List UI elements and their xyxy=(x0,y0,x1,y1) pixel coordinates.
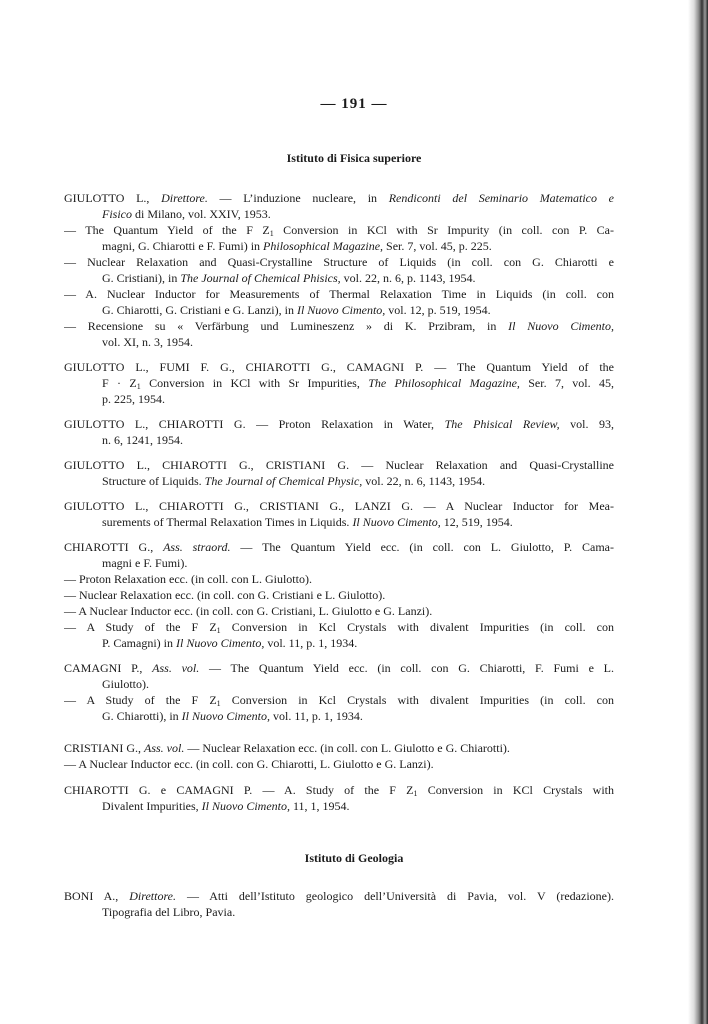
entry-continuation-line xyxy=(102,474,485,488)
text-run: — A Study of the F Z xyxy=(64,620,217,634)
entry-line xyxy=(64,458,614,472)
entry-line xyxy=(64,287,614,301)
entry-line xyxy=(64,588,385,602)
text-run: vol. 12, p. 519, 1954. xyxy=(385,303,491,317)
entry-continuation-line xyxy=(102,636,357,650)
text-run: CHIAROTTI G. e CAMAGNI P. — A. Study of the F Z xyxy=(64,783,414,797)
text-run: vol. 11, p. 1, 1934. xyxy=(264,636,358,650)
text-run: di Milano, vol. XXIV, 1953. xyxy=(132,207,271,221)
text-run: — The Quantum Yield ecc. (in coll. con G. Chiarotti, F. Fumi e L. xyxy=(199,661,614,675)
text-run: GIULOTTO L., CHIAROTTI G., CRISTIANI G. — Nuclear Relaxation and Quasi-Crystalline xyxy=(64,458,614,472)
text-run: vol. XI, n. 3, 1954. xyxy=(102,335,193,349)
text-run: 11, 1, 1954. xyxy=(289,799,350,813)
italic-title: Ass. straord. xyxy=(163,540,231,554)
entry-line xyxy=(64,783,614,797)
entry-line xyxy=(64,889,614,903)
subscript: 1 xyxy=(413,789,418,797)
scan-page-edge xyxy=(688,0,708,1024)
text-run: magni e F. Fumi). xyxy=(102,556,188,570)
subscript: 1 xyxy=(216,699,221,707)
text-run: CAMAGNI P., xyxy=(64,661,153,675)
text-run: Conversion in KCl with Sr Impurities, xyxy=(140,376,369,390)
entry-line xyxy=(64,540,614,554)
text-run: — A. Nuclear Inductor for Measurements of Thermal Relaxation Time in Liquids (in coll. con xyxy=(64,287,614,301)
text-run: CRISTIANI G., xyxy=(64,741,144,755)
italic-title: Ass. vol. xyxy=(144,741,185,755)
text-run: Divalent Impurities, xyxy=(102,799,202,813)
entry-line xyxy=(64,572,312,586)
subscript: 1 xyxy=(216,626,221,634)
entry-continuation-line xyxy=(102,376,614,390)
entry-line xyxy=(64,620,614,634)
entry-continuation-line xyxy=(102,239,492,253)
entry-continuation-line xyxy=(102,677,149,691)
text-run: p. 225, 1954. xyxy=(102,392,165,406)
text-run: CHIAROTTI G., xyxy=(64,540,164,554)
text-run: — A Nuclear Inductor ecc. (in coll. con G. Chiarotti, L. Giulotto e G. Lanzi). xyxy=(64,757,434,771)
entry-line xyxy=(64,661,614,675)
entry-line xyxy=(64,757,434,771)
entry-line xyxy=(64,499,614,513)
text-run: Ser. 7, vol. 45, xyxy=(519,376,614,390)
text-run: — The Quantum Yield ecc. (in coll. con L. Giulotto, P. Cama- xyxy=(230,540,614,554)
text-run: Ser. 7, vol. 45, p. 225. xyxy=(383,239,492,253)
text-run: — Nuclear Relaxation ecc. (in coll. con L. Giulotto e G. Chiarotti). xyxy=(184,741,510,755)
entry-line xyxy=(64,604,432,618)
text-run: Conversion in Kcl Crystals with divalent Impurities (in coll. con xyxy=(220,620,614,634)
text-run: magni, G. Chiarotti e F. Fumi) in xyxy=(102,239,264,253)
entry-continuation-line xyxy=(102,433,183,447)
italic-title: Ass. vol. xyxy=(152,661,200,675)
italic-title: The Phisical Review, xyxy=(444,417,560,431)
text-run: n. 6, 1241, 1954. xyxy=(102,433,183,447)
entry-line xyxy=(64,255,614,269)
italic-title: Il Nuovo Cimento, xyxy=(201,799,290,813)
italic-title: Il Nuovo Cimento, xyxy=(176,636,265,650)
italic-title: Il Nuovo Cimento, xyxy=(352,515,441,529)
entry-continuation-line xyxy=(102,392,165,406)
text-run: — Proton Relaxation ecc. (in coll. con L. Giulotto). xyxy=(64,572,312,586)
text-run: GIULOTTO L., CHIAROTTI G., CRISTIANI G., LANZI G. — A Nuclear Inductor for Mea- xyxy=(64,499,614,513)
text-run: Giulotto). xyxy=(102,677,149,691)
text-run: Structure of Liquids. xyxy=(102,474,205,488)
text-run: F · Z xyxy=(102,376,137,390)
italic-title: Philosophical Magazine, xyxy=(263,239,384,253)
text-run: vol. 22, n. 6, 1143, 1954. xyxy=(362,474,486,488)
entry-continuation-line xyxy=(102,905,235,919)
text-run: Conversion in KCl with Sr Impurity (in coll. con P. Ca- xyxy=(273,223,614,237)
text-run: vol. 11, p. 1, 1934. xyxy=(270,709,363,723)
italic-title: Il Nuovo Cimento, xyxy=(296,303,386,317)
text-run: vol. 22, n. 6, p. 1143, 1954. xyxy=(340,271,476,285)
text-run: Tipografia del Libro, Pavia. xyxy=(102,905,236,919)
entry-line xyxy=(64,417,614,431)
text-run: vol. 93, xyxy=(559,417,614,431)
italic-title: Rendiconti del Seminario Matematico e xyxy=(388,191,614,205)
entry-continuation-line xyxy=(102,303,491,317)
italic-title: The Journal of Chemical Phisics, xyxy=(180,271,341,285)
text-run: BONI A., xyxy=(64,889,130,903)
text-run: — Recensione su « Verfärbung und Lumineszenz » di K. Przibram, in xyxy=(64,319,509,333)
text-run: Conversion in KCl Crystals with xyxy=(417,783,614,797)
entry-continuation-line xyxy=(102,335,193,349)
entry-line xyxy=(64,693,614,707)
text-run: — A Nuclear Inductor ecc. (in coll. con G. Cristiani, L. Giulotto e G. Lanzi). xyxy=(64,604,433,618)
section-heading: Istituto di Fisica superiore xyxy=(286,151,422,165)
italic-title: Direttore. xyxy=(129,889,177,903)
entry-line xyxy=(64,360,614,374)
italic-title: The Journal of Chemical Physic, xyxy=(204,474,363,488)
text-run: GIULOTTO L., CHIAROTTI G. — Proton Relaxation in Water, xyxy=(64,417,445,431)
italic-title: The Philosophical Magazine, xyxy=(368,376,520,390)
text-run: — L’induzione nucleare, in xyxy=(207,191,389,205)
italic-title: Il Nuovo Cimento, xyxy=(508,319,614,333)
italic-title: Direttore. xyxy=(161,191,208,205)
text-run: G. Chiarotti, G. Cristiani e G. Lanzi), in xyxy=(102,303,297,317)
entry-line xyxy=(64,319,614,333)
entry-line xyxy=(64,191,614,205)
entry-continuation-line xyxy=(102,207,271,221)
entry-continuation-line xyxy=(102,799,350,813)
text-run: P. Camagni) in xyxy=(102,636,176,650)
text-run: — Atti dell’Istituto geologico dell’Università di Pavia, vol. V (redazione). xyxy=(176,889,614,903)
page-number: — 191 — xyxy=(320,96,388,112)
text-run: — Nuclear Relaxation ecc. (in coll. con G. Cristiani e L. Giulotto). xyxy=(64,588,386,602)
text-run: surements of Thermal Relaxation Times in Liquids. xyxy=(102,515,353,529)
entry-line xyxy=(64,741,510,755)
text-run: G. Chiarotti), in xyxy=(102,709,182,723)
italic-title: Fisico xyxy=(102,207,132,221)
section-heading: Istituto di Geologia xyxy=(304,851,404,865)
text-run: — The Quantum Yield of the F Z xyxy=(64,223,270,237)
text-run: GIULOTTO L., xyxy=(64,191,162,205)
subscript: 1 xyxy=(269,229,274,237)
text-run: Conversion in Kcl Crystals with divalent Impurities (in coll. con xyxy=(220,693,614,707)
text-run: 12, 519, 1954. xyxy=(440,515,513,529)
text-run: — A Study of the F Z xyxy=(64,693,217,707)
entry-continuation-line xyxy=(102,709,363,723)
text-run: GIULOTTO L., FUMI F. G., CHIAROTTI G., CAMAGNI P. — The Quantum Yield of the xyxy=(64,360,614,374)
subscript: 1 xyxy=(136,382,141,390)
italic-title: Il Nuovo Cimento, xyxy=(181,709,270,723)
entry-line xyxy=(64,223,614,237)
entry-continuation-line xyxy=(102,271,476,285)
text-run: — Nuclear Relaxation and Quasi-Crystalline Structure of Liquids (in coll. con G. Chiarotti e xyxy=(64,255,614,269)
text-run: G. Cristiani), in xyxy=(102,271,181,285)
entry-continuation-line xyxy=(102,515,513,529)
entry-continuation-line xyxy=(102,556,187,570)
